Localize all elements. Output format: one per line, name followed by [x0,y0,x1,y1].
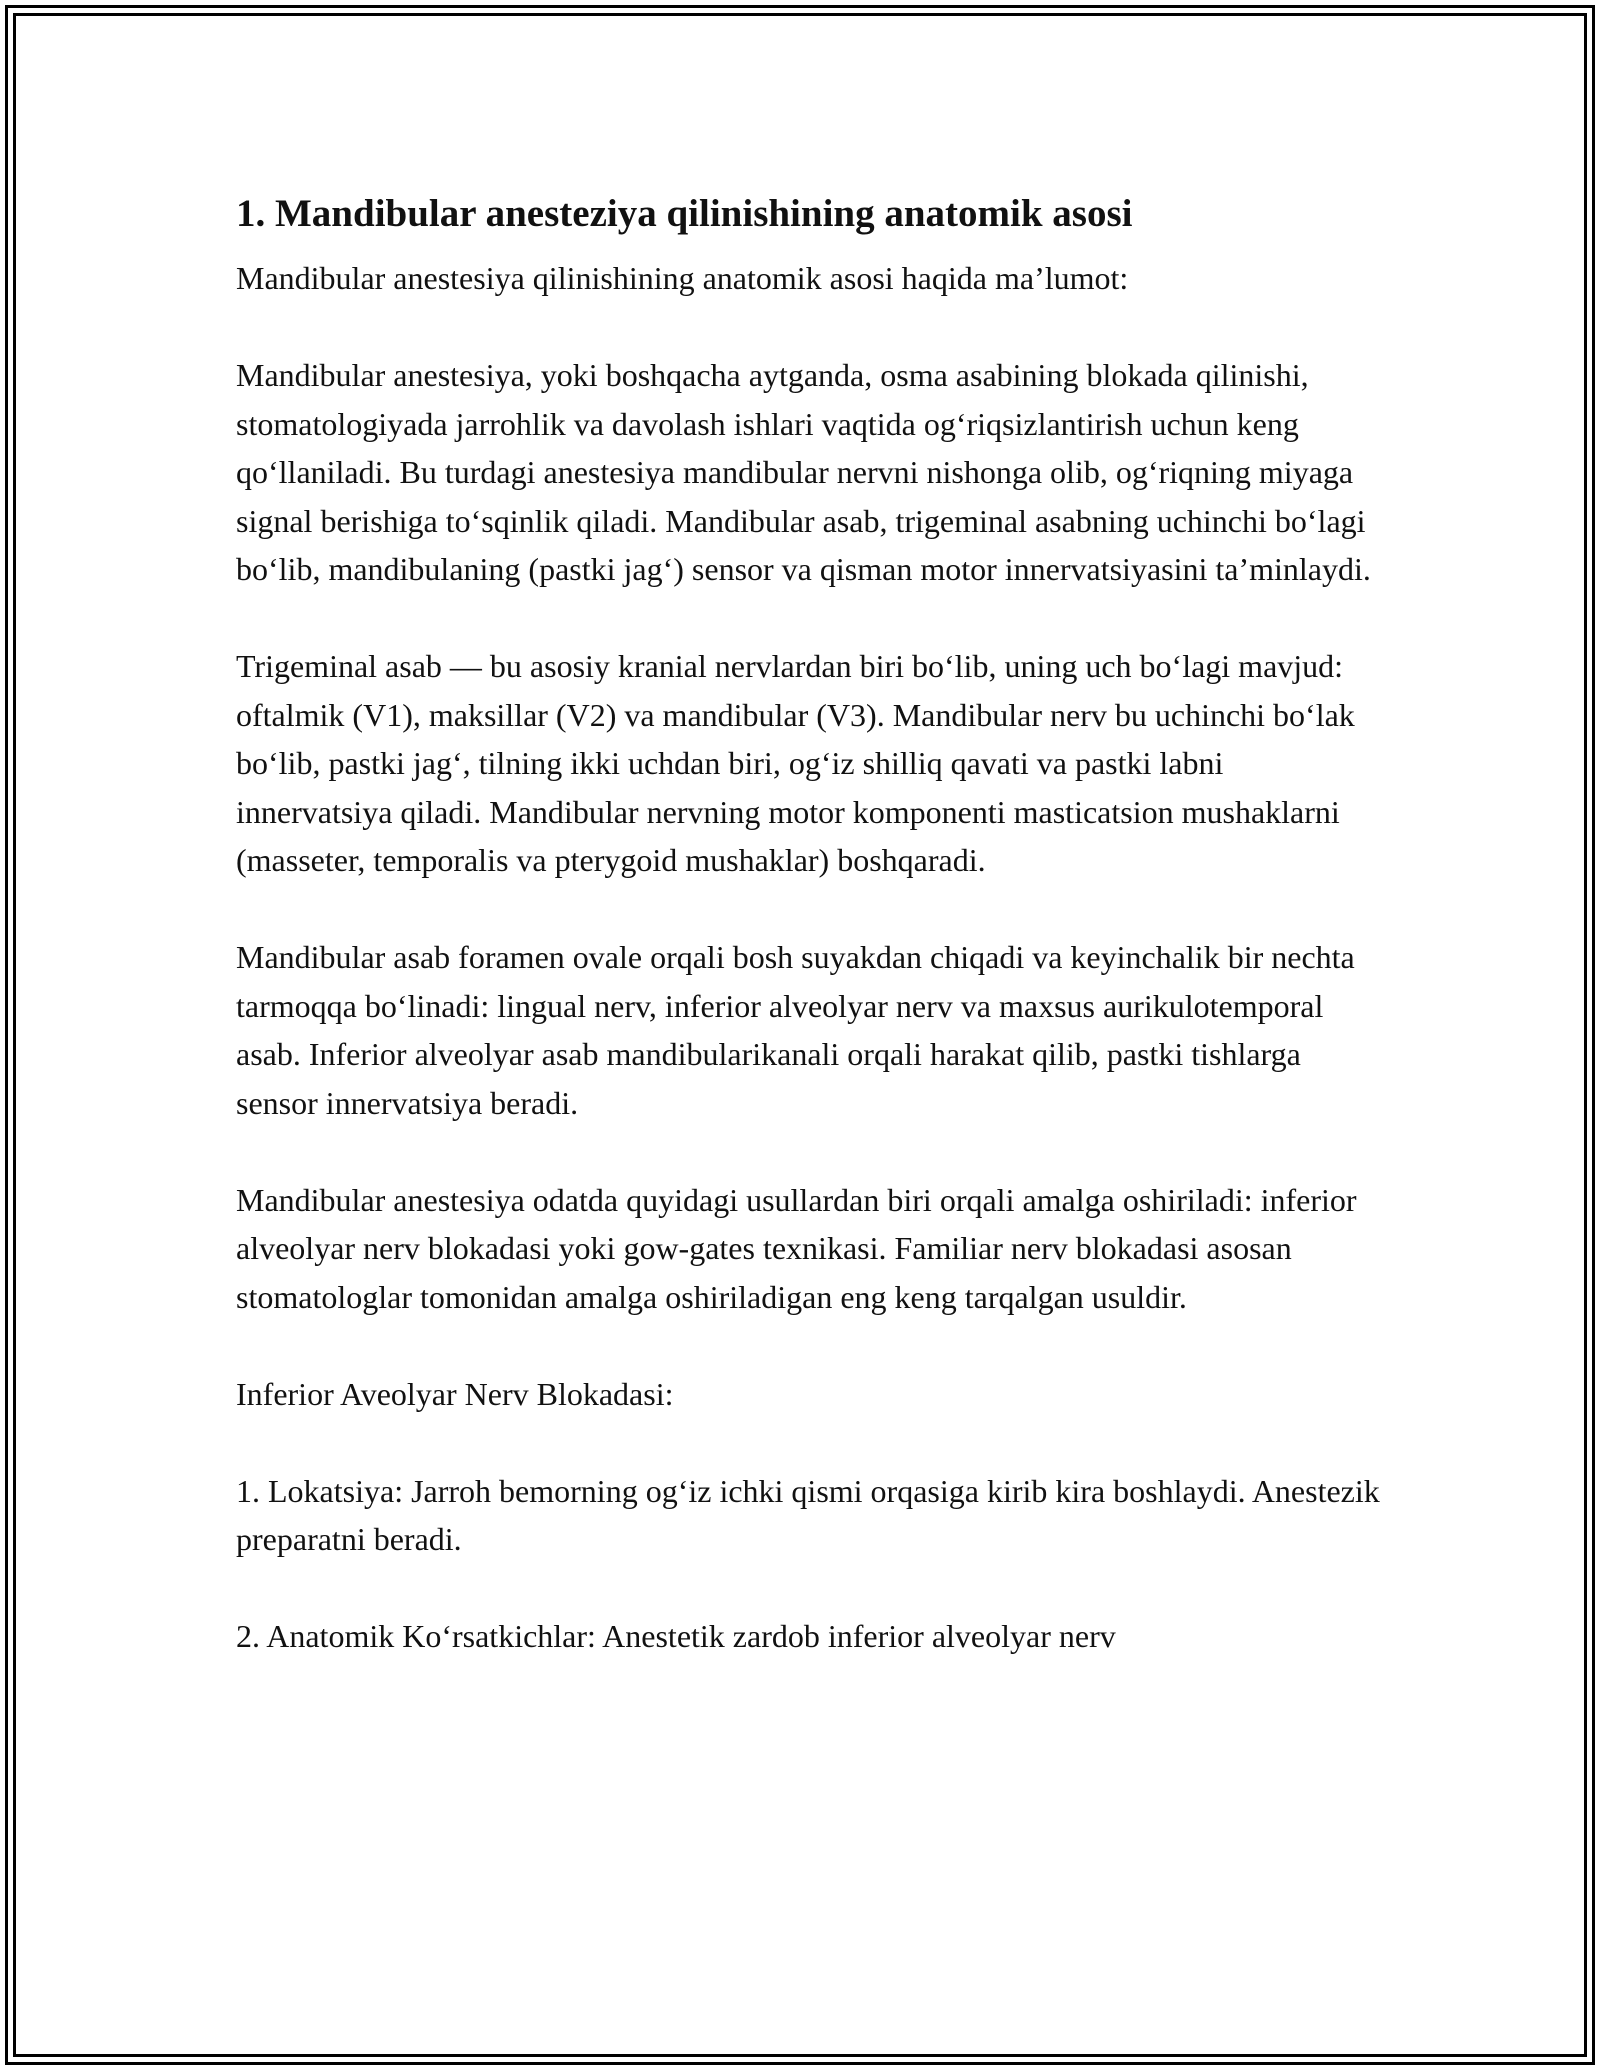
paragraph-techniques: Mandibular anestesiya odatda quyidagi usullardan biri orqali amalga oshiriladi: inferior alveolyar nerv blokadasi yoki gow-gates texnikasi. Familiar nerv blokadasi asosan stomatologlar tomonidan amalga oshiriladigan eng keng tarqalgan usuldir. [236,1181,1357,1315]
paragraph-foramen-ovale: Mandibular asab foramen ovale orqali bosh suyakdan chiqadi va keyinchalik bir nechta tarmoqqa bo‘linadi: lingual nerv, inferior alveolyar nerv va maxsus aurikulotemporal asab. Inferior alveolyar asab mandibularikanali orqali harakat qilib, pastki tishlarga sensor innervatsiya beradi. [236,939,1355,1121]
list-item-anatomical-landmarks: 2. Anatomik Ko‘rsatkichlar: Anestetik zardob inferior alveolyar nerv [236,1618,1116,1654]
document-body [236,184,1386,1661]
paragraph-mandibular-anesthesia: Mandibular anestesiya, yoki boshqacha aytganda, osma asabining blokada qilinishi, stomatologiyada jarrohlik va davolash ishlari vaqtida og‘riqsizlantirish uchun keng qo‘llaniladi. Bu turdagi anestesiya mandibular nervni nishonga olib, og‘riqning miyaga signal berishiga to‘sqinlik qiladi. Mandibular asab, trigeminal asabning uchinchi bo‘lagi bo‘lib, mandibulaning (pastki jag‘) sensor va qisman motor innervatsiyasini ta’minlaydi. [236,357,1371,587]
list-item-location: 1. Lokatsiya: Jarroh bemorning og‘iz ichki qismi orqasiga kirib kira boshlaydi. Anestezik preparatni beradi. [236,1472,1380,1557]
section-heading-inferior-alveolar-block: Inferior Aveolyar Nerv Blokadasi: [236,1375,674,1412]
intro-paragraph: Mandibular anestesiya qilinishining anatomik asosi haqida ma’lumot: [236,260,1129,296]
page-title: 1. Mandibular anesteziya qilinishining anatomik asosi [236,192,1133,235]
paragraph-trigeminal-nerve: Trigeminal asab — bu asosiy kranial nervlardan biri bo‘lib, uning uch bo‘lagi mavjud: oftalmik (V1), maksillar (V2) va mandibular (V3). Mandibular nerv bu uchinchi bo‘lak bo‘lib, pastki jag‘, tilning ikki uchdan biri, og‘iz shilliq qavati va pastki labni innervatsiya qiladi. Mandibular nervning motor komponenti masticatsion mushaklarni (masseter, temporalis va pterygoid mushaklar) boshqaradi. [236,648,1355,878]
